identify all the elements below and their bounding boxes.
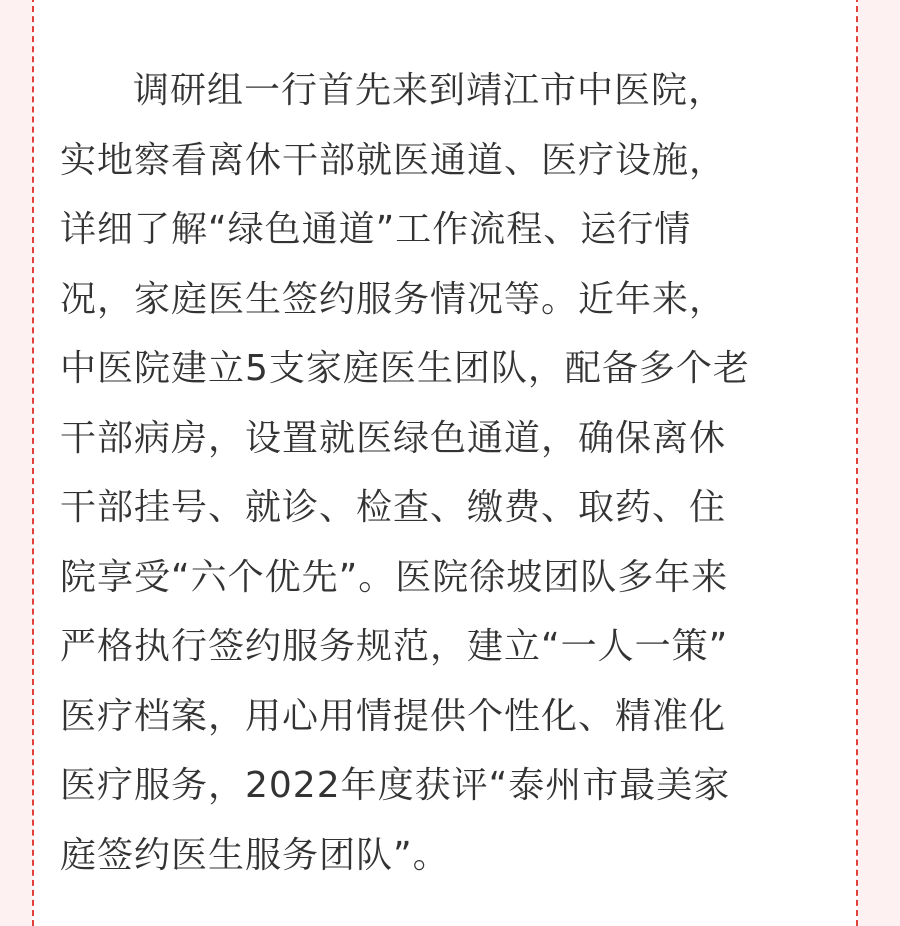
article-line: 调研组一行首先来到靖江市中医院， (133, 70, 726, 111)
article-line: 院享受“六个优先”。医院徐坡团队多年来 (60, 556, 729, 598)
article-line: 庭签约医生服务团队”。 (60, 834, 450, 876)
article-line: 严格执行签约服务规范，建立“一人一策” (60, 626, 729, 667)
article-line: 医疗服务，2022年度获评“泰州市最美家 (60, 765, 731, 806)
article-line: 干部病房，设置就医绿色通道，确保离休 (60, 417, 727, 459)
article-line: 医疗档案，用心用情提供个性化、精准化 (60, 695, 727, 737)
article-body (60, 56, 850, 890)
article-line: 干部挂号、就诊、检查、缴费、取药、住 (60, 487, 727, 528)
article-line: 实地察看离休干部就医通道、医疗设施， (60, 139, 727, 181)
article-line: 况，家庭医生签约服务情况等。近年来， (60, 278, 727, 320)
article-line: 详细了解“绿色通道”工作流程、运行情 (60, 209, 692, 250)
article-line: 中医院建立5支家庭医生团队，配备多个老 (60, 348, 750, 389)
